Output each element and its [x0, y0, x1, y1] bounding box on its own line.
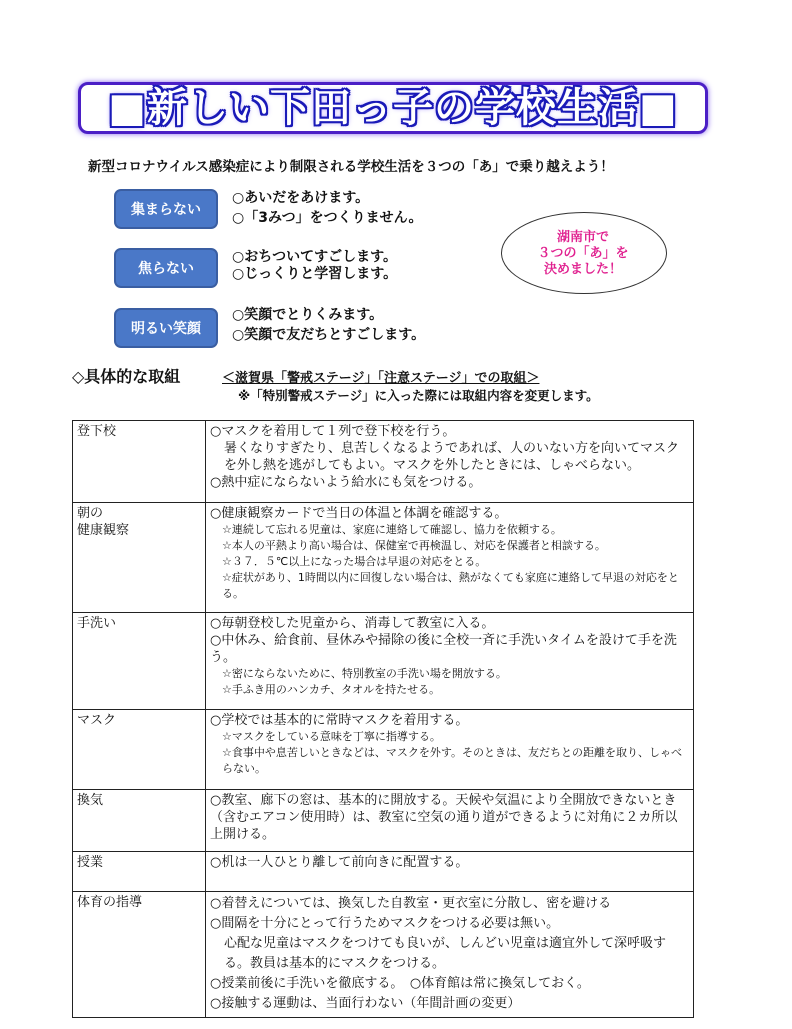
a-line: ○じっくりと学習します。 [232, 266, 398, 282]
row-key: 授業 [73, 852, 206, 892]
badge-aseranai: 焦らない [114, 248, 218, 288]
badge-atsumaranai: 集まらない [114, 189, 218, 229]
row-key: 登下校 [73, 421, 206, 503]
table-row [73, 790, 694, 852]
row-key: 手洗い [73, 613, 206, 710]
row-content: ○机は一人ひとり離して前向きに配置する。 [206, 852, 694, 892]
subtitle: 新型コロナウイルス感染症により制限される学校生活を３つの「あ」で乗り越えよう！ [88, 159, 614, 175]
row-key: 朝の 健康観察 [73, 503, 206, 613]
page-title: ■新しい下田っ子の学校生活■ [108, 85, 678, 131]
badge-akarui-egao: 明るい笑顔 [114, 308, 218, 348]
a-line: ○笑顔でとりくみます。 [232, 307, 384, 323]
measures-table [72, 420, 694, 1018]
callout-text: 湖南市で ３つの「あ」を 決めました！ [537, 230, 629, 277]
a-line: ○あいだをあけます。 [232, 190, 370, 206]
row-content: ○着替えについては、換気した自教室・更衣室に分散し、密を避ける ○間隔を十分にとって行うためマスクをつける必要は無い。 心配な児童はマスクをつけても良いが、しんどい児童は適宜外して深呼吸する。教員は基本的にマスクをつける。 ○授業前後に手洗いを徹底する。 ○体育館は常に換気しておく。 ○接触する運動は、当面行わない（年間計画の変更） [206, 892, 694, 1018]
row-content: ○健康観察カードで当日の体温と体調を確認する。 ☆連続して忘れる児童は、家庭に連絡して確認し、協力を依頼する。 ☆本人の平熱より高い場合は、保健室で再検温し、対応を保護者と相談する。 ☆３７．５℃以上になった場合は早退の対応をとる。 ☆症状があり、1時間以内に回復しない場合は、熱がなくても家庭に連絡して早退の対応をとる。 [206, 503, 694, 613]
section-subtitle: ＜滋賀県「警戒ステージ」「注意ステージ」での取組＞ [222, 371, 540, 386]
table-row [73, 710, 694, 790]
row-content: ○マスクを着用して１列で登下校を行う。 暑くなりすぎたり、息苦しくなるようであれば、人のいない方を向いてマスクを外し熱を逃がしてもよい。マスクを外したときには、しゃべらない。 ○熱中症にならないよう給水にも気をつける。 [206, 421, 694, 503]
table-row [73, 503, 694, 613]
row-content: ○毎朝登校した児童から、消毒して教室に入る。 ○中休み、給食前、昼休みや掃除の後に全校一斉に手洗いタイムを設けて手を洗う。 ☆密にならないために、特別教室の手洗い場を開放する。 ☆手ふき用のハンカチ、タオルを持たせる。 [206, 613, 694, 710]
title-banner [78, 82, 708, 134]
row-content: ○学校では基本的に常時マスクを着用する。 ☆マスクをしている意味を丁寧に指導する。 ☆食事中や息苦しいときなどは、マスクを外す。そのときは、友だちとの距離を取り、しゃべらない。 [206, 710, 694, 790]
a-line: ○おちついてすごします。 [232, 249, 397, 265]
a-line: ○「3みつ」をつくりません。 [232, 210, 423, 226]
table-row [73, 613, 694, 710]
section-title: ◇具体的な取組 [72, 367, 181, 386]
table-row [73, 852, 694, 892]
row-key: 体育の指導 [73, 892, 206, 1018]
row-key: 換気 [73, 790, 206, 852]
a-line: ○笑顔で友だちとすごします。 [232, 327, 426, 343]
row-key: マスク [73, 710, 206, 790]
row-content: ○教室、廊下の窓は、基本的に開放する。天候や気温により全開放できないとき（含むエアコン使用時）は、教室に空気の通り道ができるように対角に２カ所以上開ける。 [206, 790, 694, 852]
table-row [73, 421, 694, 503]
table-row [73, 892, 694, 1018]
section-note: ※「特別警戒ステージ」に入った際には取組内容を変更します。 [238, 388, 599, 403]
